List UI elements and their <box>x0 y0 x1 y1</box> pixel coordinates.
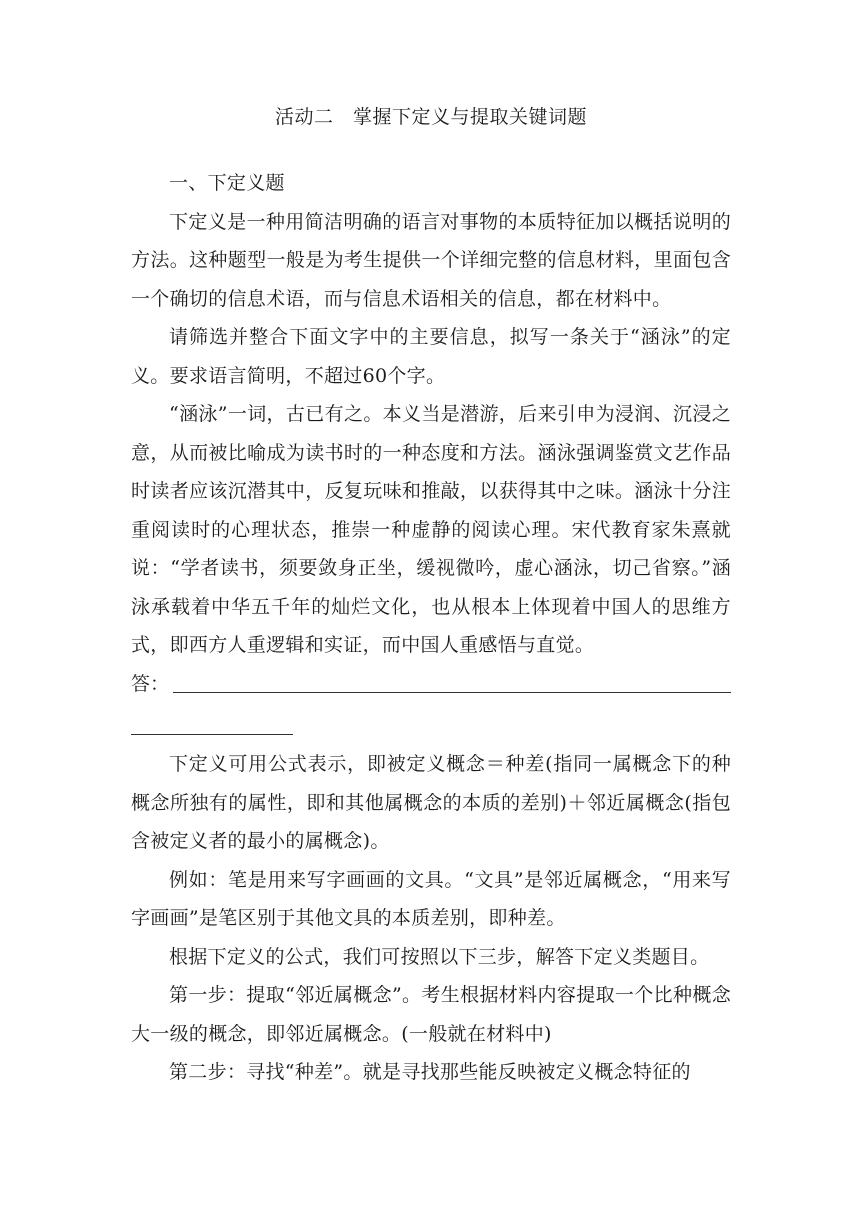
paragraph-step-two: 第二步：寻找“种差”。就是寻找那些能反映被定义概念特征的 <box>169 1061 691 1083</box>
paragraph-definition-intro: 下定义是一种用简洁明确的语言对事物的本质特征加以概括说明的方法。这种题型一般是为考生提供一个详细完整的信息材料，里面包含一个确切的信息术语，而与信息术语相关的信息，都在材料中。 <box>131 210 731 310</box>
paragraph-material: “涵泳”一词，古已有之。本义当是潜游，后来引申为浸润、沉浸之意，从而被比喻成为读书时的一种态度和方法。涵泳强调鉴赏文艺作品时读者应该沉潜其中，反复玩味和推敲，以获得其中之味。涵泳十分注重阅读时的心理状态，推崇一种虚静的阅读心理。宋代教育家朱熹就说：“学者读书，须要敛身正坐，缓视微吟，虚心涵泳，切己省察。”涵泳承载着中华五千年的灿烂文化，也从根本上体现着中国人的思维方式，即西方人重逻辑和实证，而中国人重感悟与直觉。 <box>131 403 731 656</box>
page-title: 活动二 掌握下定义与提取关键词题 <box>274 106 587 128</box>
answer-blank-line[interactable] <box>173 691 731 693</box>
document-page <box>131 98 731 1092</box>
answer-blank-line-continued[interactable] <box>131 733 293 735</box>
answer-line <box>131 665 731 704</box>
paragraph-step-one: 第一步：提取“邻近属概念”。考生根据材料内容提取一个比种概念大一级的概念，即邻近属概念。(一般就在材料中) <box>131 984 731 1045</box>
paragraph-question: 请筛选并整合下面文字中的主要信息，拟写一条关于“涵泳”的定义。要求语言简明，不超过60个字。 <box>131 326 731 387</box>
answer-label: 答： <box>131 672 170 695</box>
paragraph-steps-intro: 根据下定义的公式，我们可按照以下三步，解答下定义类题目。 <box>169 945 710 968</box>
section-heading: 一、下定义题 <box>169 172 285 194</box>
paragraph-example: 例如：笔是用来写字画画的文具。“文具”是邻近属概念，“用来写字画画”是笔区别于其他文具的本质差别，即种差。 <box>131 868 731 929</box>
paragraph-formula: 下定义可用公式表示，即被定义概念＝种差(指同一属概念下的种概念所独有的属性，即和其他属概念的本质的差别)＋邻近属概念(指包含被定义者的最小的属概念)。 <box>131 753 731 852</box>
